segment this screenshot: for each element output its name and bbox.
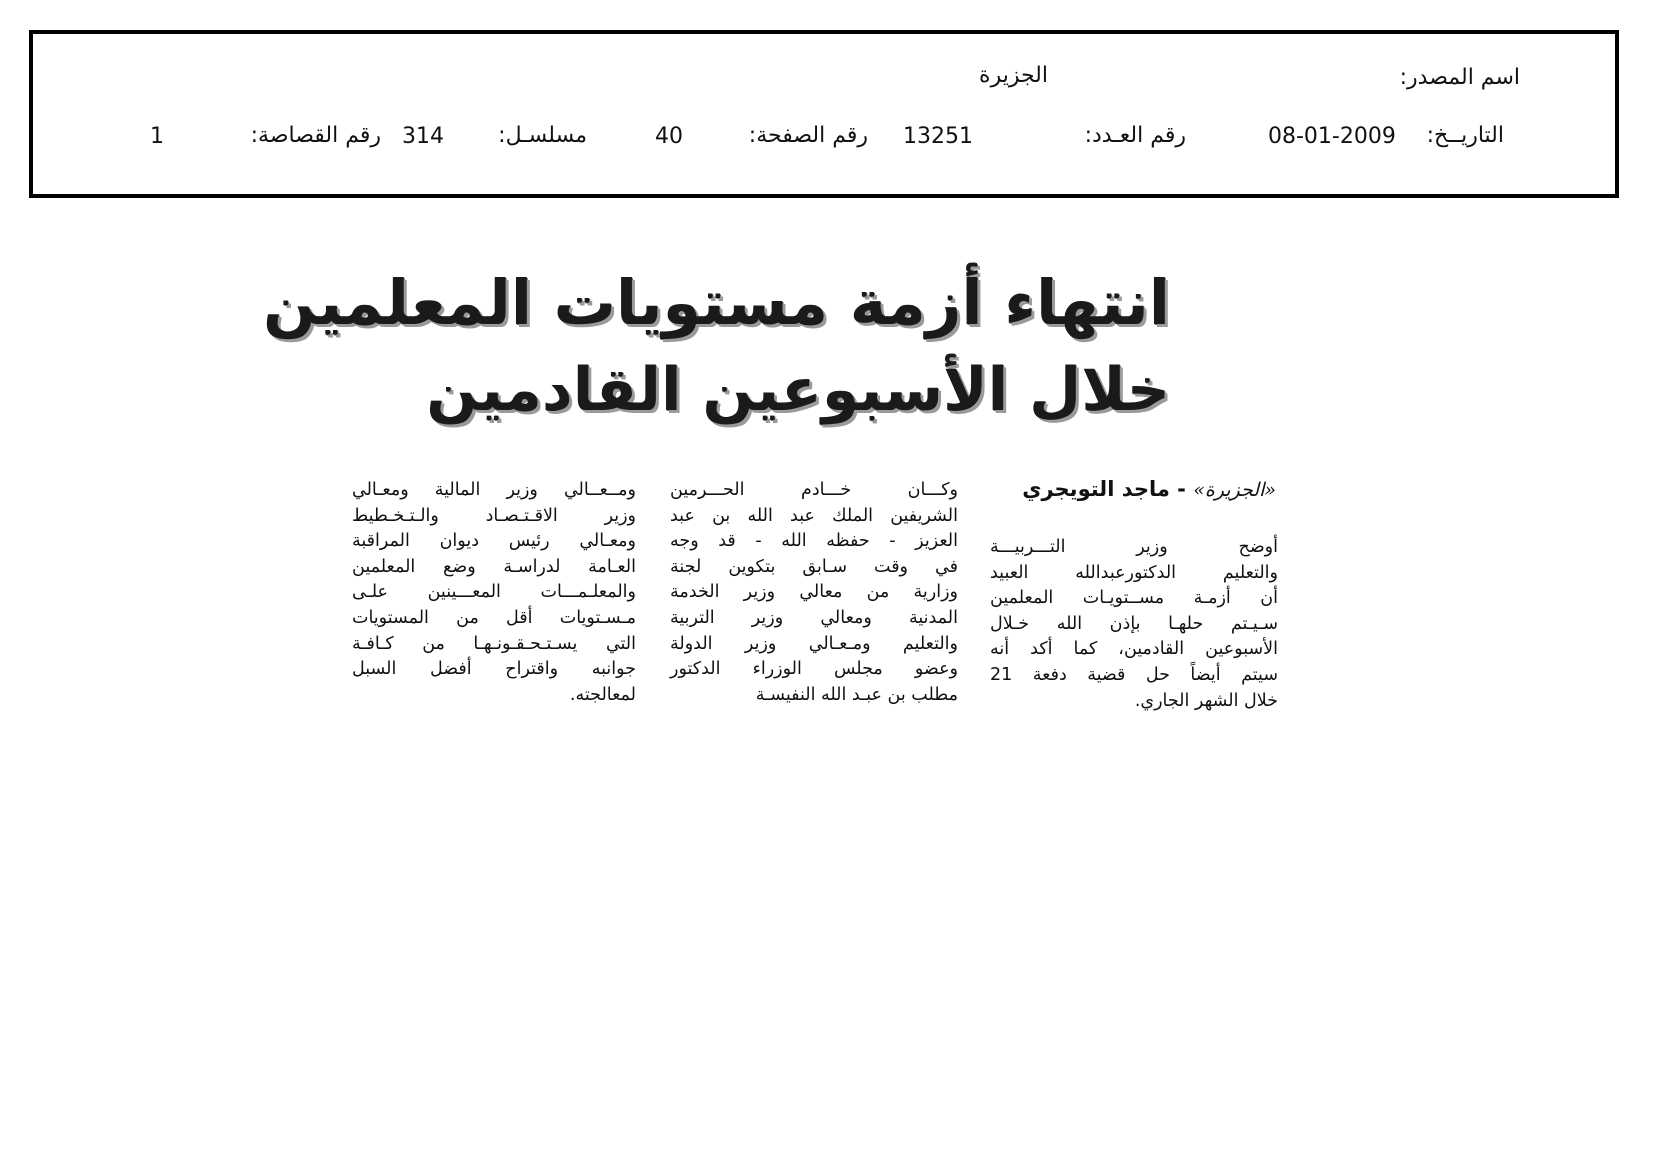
article-line: المدنية ومعالي وزير التربية (670, 607, 958, 628)
article-line: والتعليم الدكتورعبدالله العبيد (990, 562, 1278, 583)
headline-line-2: خلال الأسبوعين القادمين (426, 355, 1170, 425)
article-column-2 (670, 478, 958, 708)
source-label: اسم المصدر: (1399, 65, 1520, 90)
article-line: لمعالجته. (569, 684, 636, 705)
clipping-value: 1 (150, 124, 164, 149)
article-line: مطلب بن عبـد الله النفيسـة (755, 684, 958, 705)
byline-author: ماجد التويجري (1022, 477, 1170, 501)
issue-label: رقم العـدد: (1084, 123, 1186, 148)
article-line: العزيز - حفظه الله - قد وجه (670, 531, 958, 552)
date-value: 08-01-2009 (1268, 124, 1396, 149)
article-line: جوانبه واقتراح أفضل السبل (352, 659, 636, 680)
article-line: ومعـالي رئيس ديوان المراقبة (352, 531, 636, 552)
article-line: وكـــان خـــادم الحـــرمين (670, 480, 958, 500)
article-line: والمعلـمـــات المعـــينين علـى (352, 582, 636, 603)
headline-line-1: انتهاء أزمة مستويات المعلمين (262, 266, 1170, 339)
article-line: سـيـتم حلهـا بإذن الله خـلال (990, 613, 1278, 634)
clipping-label: رقم القصاصة: (250, 123, 381, 148)
page-value: 40 (655, 124, 683, 149)
article-line: العـامة لدراسـة وضع المعلمين (352, 556, 636, 577)
article-line: في وقت سـابق بتكوين لجنة (670, 556, 958, 577)
article-line: مـسـتويات أقل من المستويات (352, 607, 636, 628)
byline-separator: - (1169, 477, 1194, 501)
article-line: أوضح وزير التـــربيـــة (990, 537, 1278, 557)
byline (1022, 477, 1276, 501)
clipping-header-box (29, 30, 1619, 198)
serial-value: 314 (402, 124, 444, 149)
article-line: وعضو مجلس الوزراء الدكتور (670, 659, 958, 680)
page-label: رقم الصفحة: (748, 123, 868, 148)
article-line: الشريفين الملك عبد الله بن عبد (670, 505, 958, 526)
serial-label: مسلسـل: (498, 123, 587, 148)
byline-outlet: «الجزيرة» (1193, 479, 1276, 501)
article-line: خلال الشهر الجاري. (1134, 690, 1278, 711)
article-line: وزارية من معالي وزير الخدمة (670, 582, 958, 603)
article-line: وزير الاقـتـصـاد والـتـخـطيط (352, 505, 636, 526)
date-label: التاريــخ: (1426, 123, 1504, 148)
article-line: الأسبوعين القادمين، كما أكد أنه (990, 639, 1278, 660)
article-line: والتعليم ومـعـالي وزير الدولة (670, 633, 958, 654)
article-column-3 (352, 478, 636, 708)
source-value: الجزيرة (979, 63, 1048, 88)
article-line: أن أزمـة مســتويـات المعلمين (990, 588, 1278, 609)
article-line: التي يسـتـحـقـونـهـا من كـافـة (352, 633, 636, 654)
article-line: سيتم أيضاً حل قضية دفعة 21 (990, 664, 1278, 685)
article-column-1 (990, 535, 1278, 714)
article-line: ومــعــالي وزير المالية ومعـالي (352, 480, 636, 500)
issue-value: 13251 (903, 124, 973, 149)
